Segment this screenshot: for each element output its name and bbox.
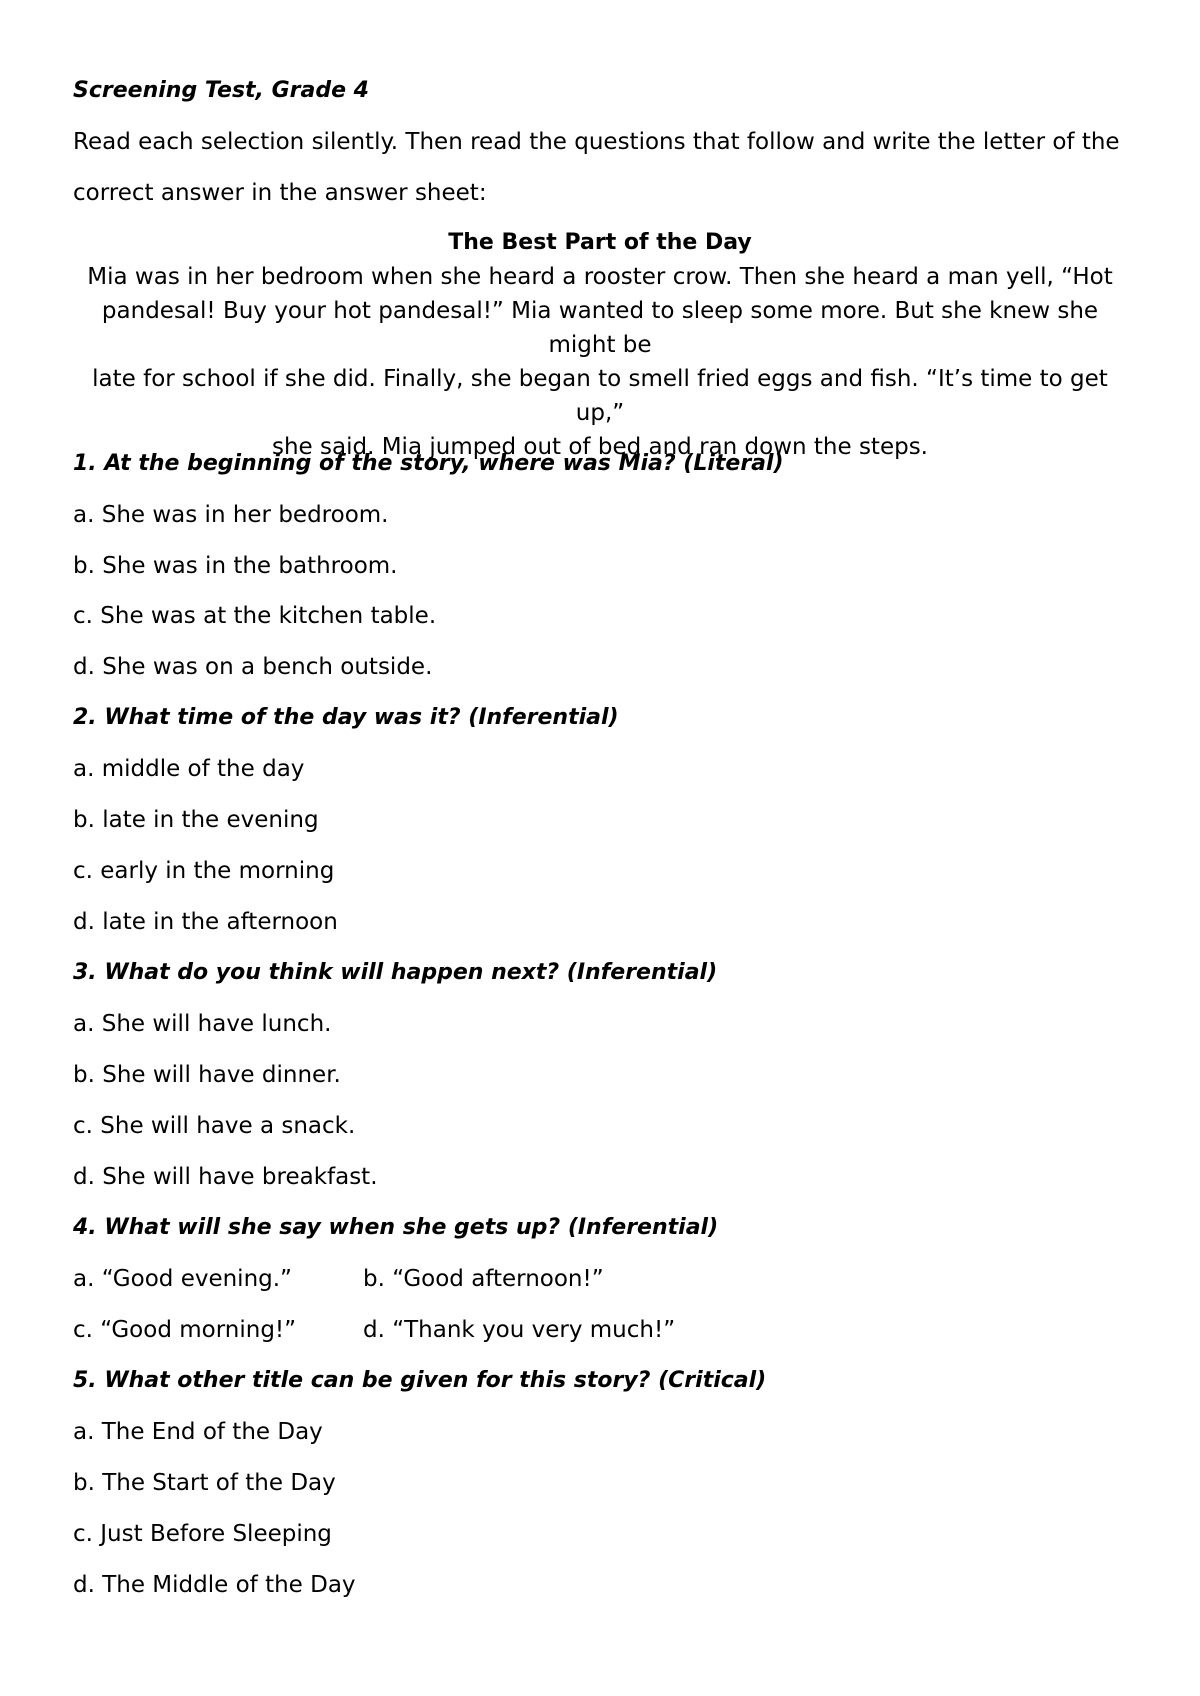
question-1-option-a: a. She was in her bedroom. [73,502,389,528]
story-line-1: Mia was in her bedroom when she heard a rooster crow. Then she heard a man yell, “Hot [87,264,1113,290]
question-4-option-b: b. “Good afternoon!” [363,1266,604,1292]
question-5: 5. What other title can be given for this story? (Critical) [73,1368,767,1393]
instructions-line-1: Read each selection silently. Then read the questions that follow and write the letter of the [73,129,1120,155]
story-title: The Best Part of the Day [448,230,752,255]
question-5-option-d: d. The Middle of the Day [73,1572,356,1598]
story-line-4: she said. Mia jumped out of bed and ran down the steps. [272,434,928,460]
question-1: 1. At the beginning of the story, where was Mia? (Literal) [73,451,784,476]
story-line-3: late for school if she did. Finally, she began to smell fried eggs and fish. “It’s time to get up,” [92,366,1108,426]
question-2-option-d: d. late in the afternoon [73,909,338,935]
page-title: Screening Test, Grade 4 [73,78,369,103]
question-4-option-d: d. “Thank you very much!” [363,1317,676,1343]
question-2-option-b: b. late in the evening [73,807,319,833]
question-5-option-a: a. The End of the Day [73,1419,323,1445]
question-2: 2. What time of the day was it? (Inferential) [73,705,619,730]
question-1-option-b: b. She was in the bathroom. [73,553,398,579]
question-1-option-c: c. She was at the kitchen table. [73,603,437,629]
question-4-option-c: c. “Good morning!” [73,1317,297,1343]
story-line-2: pandesal! Buy your hot pandesal!” Mia wanted to sleep some more. But she knew she might be [101,298,1099,358]
question-3-option-b: b. She will have dinner. [73,1062,341,1088]
question-4: 4. What will she say when she gets up? (Inferential) [73,1215,719,1240]
instructions-line-2: correct answer in the answer sheet: [73,180,487,206]
story-passage [73,226,1127,464]
question-3-option-c: c. She will have a snack. [73,1113,356,1139]
question-2-option-a: a. middle of the day [73,756,305,782]
question-5-option-b: b. The Start of the Day [73,1470,336,1496]
question-4-option-a: a. “Good evening.” [73,1266,292,1292]
question-3-option-d: d. She will have breakfast. [73,1164,378,1190]
question-1-option-d: d. She was on a bench outside. [73,654,433,680]
question-3-option-a: a. She will have lunch. [73,1011,332,1037]
question-2-option-c: c. early in the morning [73,858,335,884]
question-5-option-c: c. Just Before Sleeping [73,1521,332,1547]
question-3: 3. What do you think will happen next? (Inferential) [73,960,718,985]
